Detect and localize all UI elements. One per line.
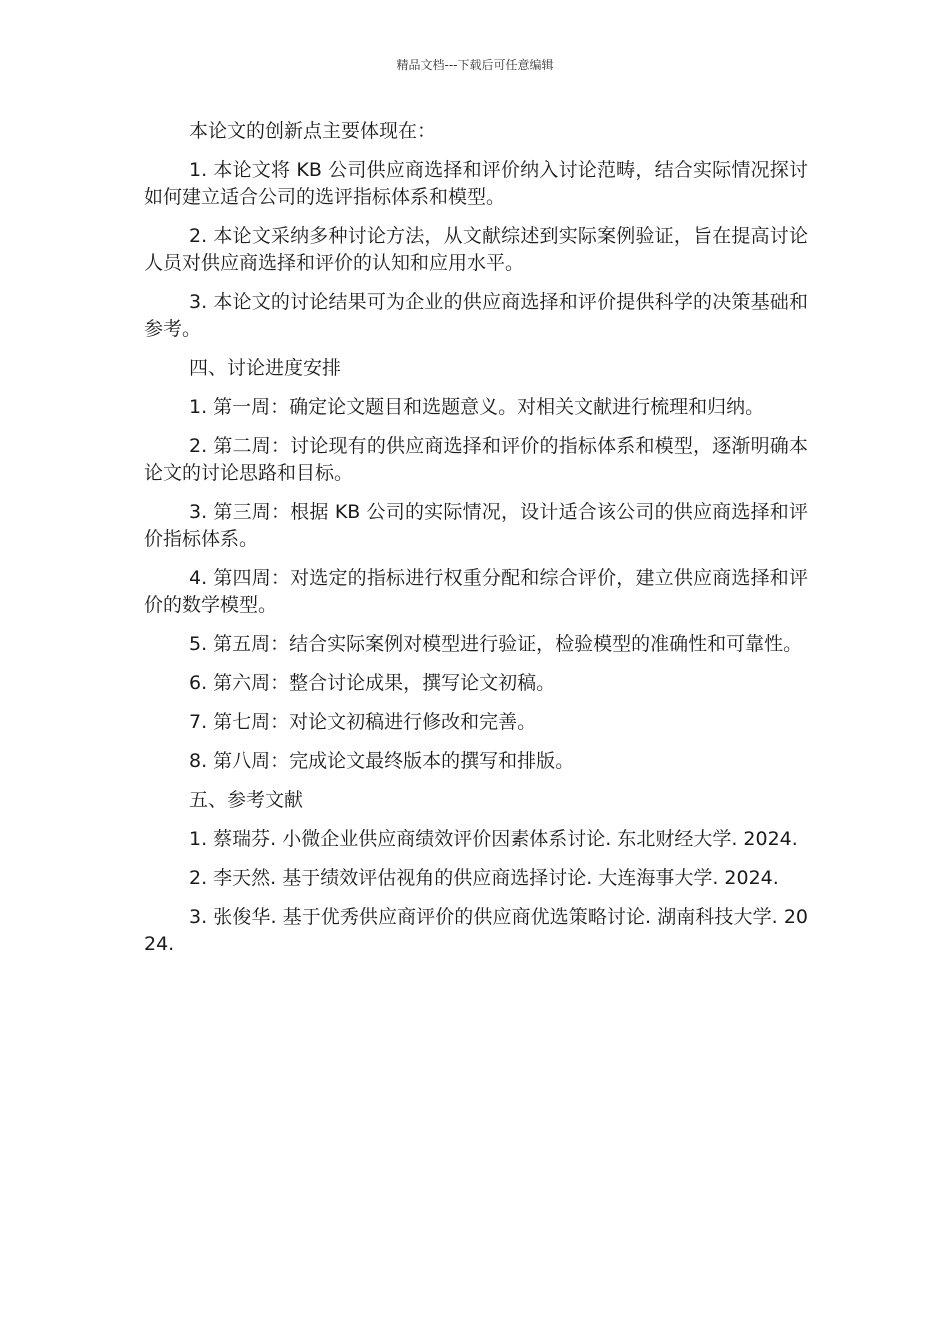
document-body <box>144 118 808 970</box>
page-header: 精品文档---下载后可任意编辑 <box>396 58 554 72</box>
reference-1: 1. 蔡瑞芬. 小微企业供应商绩效评价因素体系讨论. 东北财经大学. 2024. <box>189 828 798 850</box>
schedule-week-1: 1. 第一周：确定论文题目和选题意义。对相关文献进行梳理和归纳。 <box>189 396 765 418</box>
schedule-week-5: 5. 第五周：结合实际案例对模型进行验证，检验模型的准确性和可靠性。 <box>189 633 803 655</box>
reference-3: 3. 张俊华. 基于优秀供应商评价的供应商优选策略讨论. 湖南科技大学. 2024. <box>144 906 808 955</box>
innovation-point-3: 3. 本论文的讨论结果可为企业的供应商选择和评价提供科学的决策基础和参考。 <box>144 291 808 340</box>
innovation-point-1: 1. 本论文将 KB 公司供应商选择和评价纳入讨论范畴，结合实际情况探讨如何建立适合公司的选评指标体系和模型。 <box>144 159 808 208</box>
schedule-week-6: 6. 第六周：整合讨论成果，撰写论文初稿。 <box>189 672 556 694</box>
innovation-intro: 本论文的创新点主要体现在： <box>189 120 437 142</box>
section-heading-references: 五、参考文献 <box>189 789 304 811</box>
schedule-week-2: 2. 第二周：讨论现有的供应商选择和评价的指标体系和模型，逐渐明确本论文的讨论思路和目标。 <box>144 435 808 484</box>
schedule-week-4: 4. 第四周：对选定的指标进行权重分配和综合评价，建立供应商选择和评价的数学模型。 <box>144 567 808 616</box>
section-heading-schedule: 四、讨论进度安排 <box>189 357 342 379</box>
schedule-week-3: 3. 第三周：根据 KB 公司的实际情况，设计适合该公司的供应商选择和评价指标体系。 <box>144 501 808 550</box>
schedule-week-8: 8. 第八周：完成论文最终版本的撰写和排版。 <box>189 750 575 772</box>
schedule-week-7: 7. 第七周：对论文初稿进行修改和完善。 <box>189 711 537 733</box>
innovation-point-2: 2. 本论文采纳多种讨论方法，从文献综述到实际案例验证，旨在提高讨论人员对供应商选择和评价的认知和应用水平。 <box>144 225 808 274</box>
reference-2: 2. 李天然. 基于绩效评估视角的供应商选择讨论. 大连海事大学. 2024. <box>189 867 779 889</box>
